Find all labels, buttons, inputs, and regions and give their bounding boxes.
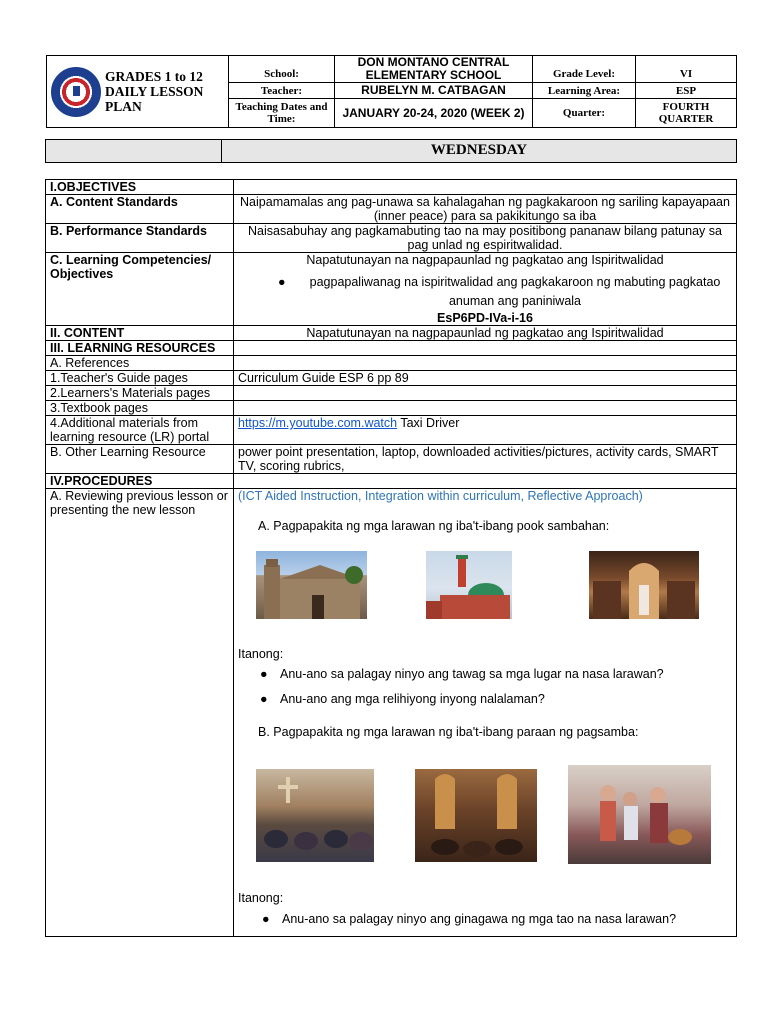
table-row [46, 371, 737, 386]
header-table [46, 55, 737, 128]
competencies-bullet-text: pagpapaliwanag na ispiritwalidad ang pagkakaroon ng mabuting pagkatao anuman ang paniniwala [309, 275, 721, 308]
review-label: A. Reviewing previous lesson or presenting the new lesson [46, 489, 234, 937]
table-row [46, 445, 737, 474]
lesson-table [45, 179, 737, 937]
table-row [46, 386, 737, 401]
area-label: Learning Area: [533, 83, 636, 99]
table-row [46, 326, 737, 341]
day-title: WEDNESDAY [430, 142, 528, 158]
worship-band-photo [568, 765, 711, 864]
performance-standards-value: Naisasabuhay ang pagkamabuting tao na may positibong pananaw bilang patunay sa pag unlad ng espiritwalidad. [234, 224, 737, 253]
bullet-icon: ● [262, 912, 270, 926]
area-value: ESP [636, 83, 737, 99]
part-a-text: A. Pagpapakita ng mga larawan ng iba't-ibang pook sambahan: [258, 519, 610, 533]
procedures-label: IV.PROCEDURES [46, 474, 234, 489]
dates-label: Teaching Dates and Time: [229, 99, 335, 128]
content-value: Napatutunayan na nagpapaunlad ng pagkatao ang Ispiritwalidad [234, 326, 737, 341]
itanong-label-1: Itanong: [238, 647, 284, 661]
teachers-guide-value: Curriculum Guide ESP 6 pp 89 [234, 371, 737, 386]
table-row [46, 401, 737, 416]
review-approach: (ICT Aided Instruction, Integration within curriculum, Reflective Approach) [238, 489, 643, 503]
textbook-label: 3.Textbook pages [46, 401, 234, 416]
additional-materials-label: 4.Additional materials from learning resource (LR) portal [46, 416, 234, 445]
dlp-title: GRADES 1 to 12 DAILY LESSON PLAN [105, 69, 204, 114]
competencies-bullet-item [278, 273, 732, 311]
youtube-link[interactable]: https://m.youtube.com.watch [238, 416, 398, 430]
deped-seal-icon [51, 67, 101, 117]
learners-materials-label: 2.Learners's Materials pages [46, 386, 234, 401]
other-resource-value: power point presentation, laptop, downloaded activities/pictures, activity cards, SMART TV, scoring rubrics, [234, 445, 737, 474]
question-text: Anu-ano sa palagay ninyo ang tawag sa mga lugar na nasa larawan? [280, 667, 664, 681]
references-label: A. References [46, 356, 234, 371]
table-row [46, 253, 737, 326]
grade-label: Grade Level: [533, 56, 636, 83]
table-row [46, 489, 737, 937]
congregation-photo [256, 769, 374, 862]
table-row [46, 416, 737, 445]
table-row [46, 474, 737, 489]
competency-code: EsP6PD-IVa-i-16 [437, 311, 533, 325]
content-label: II. CONTENT [46, 326, 234, 341]
teacher-label: Teacher: [229, 83, 335, 99]
competencies-label: C. Learning Competencies/ Objectives [46, 253, 234, 326]
church-facade-photo [256, 551, 367, 619]
table-row [46, 341, 737, 356]
question-text: Anu-ano sa palagay ninyo ang ginagawa ng mga tao na nasa larawan? [282, 912, 677, 926]
teacher-value: RUBELYN M. CATBAGAN [335, 83, 533, 99]
quarter-label: Quarter: [533, 99, 636, 128]
additional-materials-text: Taxi Driver [400, 416, 460, 430]
grade-value: VI [636, 56, 737, 83]
itanong-label-2: Itanong: [238, 891, 284, 905]
other-resource-label: B. Other Learning Resource [46, 445, 234, 474]
objectives-heading: I.OBJECTIVES [46, 180, 234, 195]
bullet-icon: ● [260, 667, 268, 681]
kneeling-prayer-photo [415, 769, 537, 862]
dates-value: JANUARY 20-24, 2020 (WEEK 2) [335, 99, 533, 128]
mosque-photo [426, 551, 512, 619]
content-standards-label: A. Content Standards [46, 195, 234, 224]
learning-resources-label: III. LEARNING RESOURCES [46, 341, 234, 356]
table-row [46, 224, 737, 253]
competencies-line: Napatutunayan na nagpapaunlad ng pagkatao ang Ispiritwalidad [306, 253, 664, 267]
school-value: DON MONTANO CENTRAL ELEMENTARY SCHOOL [335, 56, 533, 83]
performance-standards-label: B. Performance Standards [46, 224, 234, 253]
day-bar [45, 139, 737, 163]
question-text: Anu-ano ang mga relihiyong inyong nalalaman? [280, 692, 545, 706]
church-interior-photo [589, 551, 699, 619]
table-row [46, 195, 737, 224]
question-item [260, 667, 664, 681]
bullet-icon: ● [260, 692, 268, 706]
school-label: School: [229, 56, 335, 83]
question-item [260, 692, 545, 706]
table-row [46, 356, 737, 371]
question-item [262, 912, 676, 926]
teachers-guide-label: 1.Teacher's Guide pages [46, 371, 234, 386]
content-standards-value: Naipamamalas ang pag-unawa sa kahalagahan ng pagkakaroon ng sariling kapayapaan (inner peace) para sa pakikitungo sa iba [234, 195, 737, 224]
quarter-value: FOURTH QUARTER [636, 99, 737, 128]
part-b-text: B. Pagpapakita ng mga larawan ng iba't-ibang paraan ng pagsamba: [258, 725, 639, 739]
bullet-icon: ● [278, 275, 286, 289]
table-row [46, 180, 737, 195]
logo-cell [47, 56, 229, 128]
